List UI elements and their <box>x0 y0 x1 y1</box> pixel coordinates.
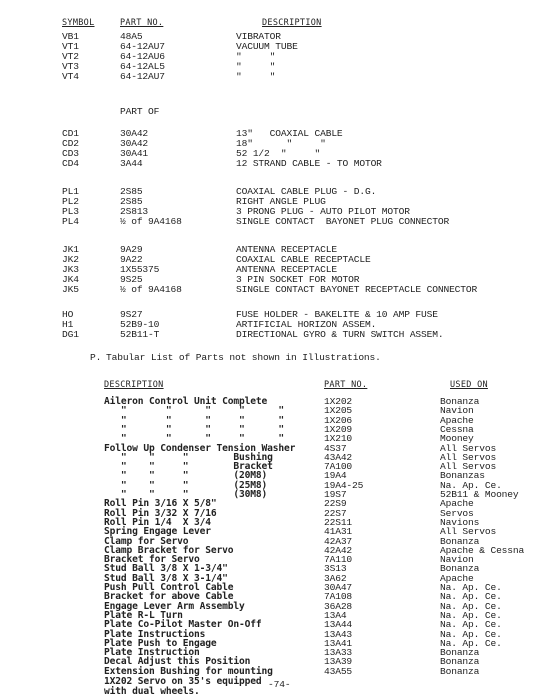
used-on-header: USED ON <box>450 380 488 390</box>
row-part-no: 9A22 <box>120 254 143 265</box>
row-part-no: 2S813 <box>120 206 149 217</box>
used-on: Apache <box>440 498 474 509</box>
used-on: Bonanza <box>440 647 480 658</box>
part-description: Plate Push to Engage <box>104 638 217 649</box>
part-number: 4S37 <box>324 443 347 454</box>
row-description: " " <box>236 61 276 72</box>
used-on: Bonanza <box>440 536 480 547</box>
part-number: 3S13 <box>324 563 347 574</box>
row-symbol: CD2 <box>62 138 79 149</box>
row-part-no: ½ of 9A4168 <box>120 216 182 227</box>
row-description: ANTENNA RECEPTACLE <box>236 264 337 275</box>
part-number: 22S11 <box>324 517 353 528</box>
row-description: 3 PRONG PLUG - AUTO PILOT MOTOR <box>236 206 410 217</box>
section-letter: P. <box>90 352 102 363</box>
part-description: " " " (30M8) <box>104 489 268 500</box>
part-number: 7A100 <box>324 461 353 472</box>
part-number: 43A55 <box>324 666 353 677</box>
used-on: Navions <box>440 517 480 528</box>
row-symbol: PL2 <box>62 196 79 207</box>
row-description: 12 STRAND CABLE - TO MOTOR <box>236 158 382 169</box>
part-description: Aileron Control Unit Complete <box>104 396 268 407</box>
row-symbol: H1 <box>62 319 74 330</box>
row-symbol: JK5 <box>62 284 79 295</box>
description-header: DESCRIPTION <box>262 18 322 28</box>
part-description: " " " (25M8) <box>104 480 268 491</box>
used-on: All Servos <box>440 452 497 463</box>
part-description: Follow Up Condenser Tension Washer <box>104 443 296 454</box>
row-symbol: JK3 <box>62 264 79 275</box>
row-part-no: 64-12AL5 <box>120 61 165 72</box>
used-on: Bonanza <box>440 666 480 677</box>
row-part-no: 9A29 <box>120 244 143 255</box>
row-symbol: VT1 <box>62 41 79 52</box>
part-description: " " " " " <box>104 415 285 426</box>
used-on: All Servos <box>440 526 497 537</box>
row-symbol: JK2 <box>62 254 79 265</box>
row-description: VACUUM TUBE <box>236 41 298 52</box>
part-description: Plate Instructions <box>104 629 206 640</box>
used-on: Na. Ap. Ce. <box>440 591 502 602</box>
row-part-no: 9S27 <box>120 309 143 320</box>
row-description: VIBRATOR <box>236 31 281 42</box>
part-description: Extension Bushing for mounting <box>104 666 273 677</box>
part-number: 19S7 <box>324 489 347 500</box>
page-number: -74- <box>268 679 291 690</box>
part-number: 1X202 <box>324 396 353 407</box>
part-number: 22S7 <box>324 508 347 519</box>
row-part-no: 2S85 <box>120 196 143 207</box>
used-on: Bonanza <box>440 656 480 667</box>
part-description: Clamp Bracket for Servo <box>104 545 234 556</box>
row-description: " " <box>236 71 276 82</box>
row-symbol: JK1 <box>62 244 79 255</box>
symbol-header: SYMBOL <box>62 18 95 28</box>
part-number: 43A42 <box>324 452 353 463</box>
used-on: Bonanza <box>440 563 480 574</box>
part-number: 42A42 <box>324 545 353 556</box>
part-number: 13A33 <box>324 647 353 658</box>
part-description: Spring Engage Lever <box>104 526 211 537</box>
part-description: " " " " " <box>104 405 285 416</box>
part-number: 13A43 <box>324 629 353 640</box>
row-symbol: VT2 <box>62 51 79 62</box>
part-no-header: PART NO. <box>120 18 164 28</box>
part-description: " " " " " <box>104 433 285 444</box>
used-on: Mooney <box>440 433 474 444</box>
row-description: 3 PIN SOCKET FOR MOTOR <box>236 274 360 285</box>
row-description: SINGLE CONTACT BAYONET RECEPTACLE CONNECTOR <box>236 284 478 295</box>
row-description: ARTIFICIAL HORIZON ASSEM. <box>236 319 377 330</box>
row-symbol: DG1 <box>62 329 79 340</box>
row-part-no: 52B11-T <box>120 329 160 340</box>
row-part-no: ½ of 9A4168 <box>120 284 182 295</box>
part-number: 13A4 <box>324 610 347 621</box>
part-description: Roll Pin 3/32 X 7/16 <box>104 508 217 519</box>
row-description: SINGLE CONTACT BAYONET PLUG CONNECTOR <box>236 216 450 227</box>
row-symbol: VB1 <box>62 31 79 42</box>
used-on: Navion <box>440 554 474 565</box>
row-part-no: 1X55375 <box>120 264 160 275</box>
part-number: 36A28 <box>324 601 353 612</box>
part-number: 1X206 <box>324 415 353 426</box>
part-description: Roll Pin 1/4 X 3/4 <box>104 517 211 528</box>
part-description: Bracket for above Cable <box>104 591 234 602</box>
part-description-continued: with dual wheels. <box>104 686 200 697</box>
row-part-no: 64-12AU7 <box>120 71 165 82</box>
part-description: Stud Ball 3/8 X 3-1/4" <box>104 573 228 584</box>
row-part-no: 30A42 <box>120 128 149 139</box>
row-description: 18" " " <box>236 138 326 149</box>
used-on: All Servos <box>440 461 497 472</box>
row-symbol: CD3 <box>62 148 79 159</box>
used-on: Na. Ap. Ce. <box>440 601 502 612</box>
part-description: " " " " " <box>104 424 285 435</box>
part-description: " " " Bracket <box>104 461 273 472</box>
row-part-no: 2S85 <box>120 186 143 197</box>
row-symbol: PL1 <box>62 186 79 197</box>
row-symbol: JK4 <box>62 274 79 285</box>
part-number: 19A4 <box>324 470 347 481</box>
part-number: 1X209 <box>324 424 353 435</box>
part-no-header: PART NO. <box>324 380 368 390</box>
part-number: 19A4-25 <box>324 480 364 491</box>
part-description: Plate Instruction <box>104 647 200 658</box>
part-number: 13A41 <box>324 638 353 649</box>
row-symbol: VT4 <box>62 71 79 82</box>
row-description: RIGHT ANGLE PLUG <box>236 196 326 207</box>
row-description: ANTENNA RECEPTACLE <box>236 244 337 255</box>
row-part-no: 30A41 <box>120 148 149 159</box>
part-description: Stud Ball 3/8 X 1-3/4" <box>104 563 228 574</box>
row-symbol: HO <box>62 309 74 320</box>
row-description: DIRECTIONAL GYRO & TURN SWITCH ASSEM. <box>236 329 444 340</box>
part-description: " " " Bushing <box>104 452 273 463</box>
description-header: DESCRIPTION <box>104 380 164 390</box>
part-number: 13A44 <box>324 619 353 630</box>
part-of-label: PART OF <box>120 106 160 117</box>
used-on: Na. Ap. Ce. <box>440 619 502 630</box>
row-symbol: CD1 <box>62 128 79 139</box>
part-number: 30A47 <box>324 582 353 593</box>
part-description: Plate Co-Pilot Master On-Off <box>104 619 262 630</box>
row-part-no: 3A44 <box>120 158 143 169</box>
row-symbol: PL4 <box>62 216 79 227</box>
part-number: 13A39 <box>324 656 353 667</box>
used-on: Cessna <box>440 424 474 435</box>
row-description: 13" COAXIAL CABLE <box>236 128 343 139</box>
part-description: Decal Adjust this Position <box>104 656 251 667</box>
row-symbol: PL3 <box>62 206 79 217</box>
part-number: 41A31 <box>324 526 353 537</box>
row-part-no: 48A5 <box>120 31 143 42</box>
used-on: Na. Ap. Ce. <box>440 582 502 593</box>
row-description: FUSE HOLDER - BAKELITE & 10 AMP FUSE <box>236 309 438 320</box>
part-number: 3A62 <box>324 573 347 584</box>
part-description: Push Pull Control Cable <box>104 582 234 593</box>
used-on: Servos <box>440 508 474 519</box>
used-on: Na. Ap. Ce. <box>440 629 502 640</box>
row-part-no: 52B9-10 <box>120 319 160 330</box>
row-description: COAXIAL CABLE RECEPTACLE <box>236 254 371 265</box>
part-description: Roll Pin 3/16 X 5/8" <box>104 498 217 509</box>
used-on: Apache <box>440 415 474 426</box>
row-symbol: VT3 <box>62 61 79 72</box>
part-number: 7A110 <box>324 554 353 565</box>
row-part-no: 64-12AU6 <box>120 51 165 62</box>
part-description: " " " (20M8) <box>104 470 268 481</box>
used-on: 52B11 & Mooney <box>440 489 519 500</box>
used-on: Apache <box>440 573 474 584</box>
used-on: Apache & Cessna <box>440 545 525 556</box>
part-number: 22S9 <box>324 498 347 509</box>
part-number: 7A108 <box>324 591 353 602</box>
used-on: Bonanzas <box>440 470 485 481</box>
part-number: 42A37 <box>324 536 353 547</box>
row-description: 52 1/2 " " <box>236 148 321 159</box>
used-on: Na. Ap. Ce. <box>440 480 502 491</box>
row-part-no: 30A42 <box>120 138 149 149</box>
used-on: Navion <box>440 405 474 416</box>
part-description-continued: 1X202 Servo on 35's equipped <box>104 676 262 687</box>
row-part-no: 64-12AU7 <box>120 41 165 52</box>
part-number: 1X210 <box>324 433 353 444</box>
part-description: Engage Lever Arm Assembly <box>104 601 245 612</box>
part-description: Bracket for Servo <box>104 554 200 565</box>
used-on: All Servos <box>440 443 497 454</box>
used-on: Na. Ap. Ce. <box>440 638 502 649</box>
section-title: Tabular List of Parts not shown in Illustrations. <box>106 352 381 363</box>
row-description: COAXIAL CABLE PLUG - D.G. <box>236 186 377 197</box>
part-description: Plate R-L Turn <box>104 610 183 621</box>
row-description: " " <box>236 51 276 62</box>
part-number: 1X205 <box>324 405 353 416</box>
row-symbol: CD4 <box>62 158 79 169</box>
row-part-no: 9S25 <box>120 274 143 285</box>
used-on: Bonanza <box>440 396 480 407</box>
used-on: Na. Ap. Ce. <box>440 610 502 621</box>
part-description: Clamp for Servo <box>104 536 189 547</box>
